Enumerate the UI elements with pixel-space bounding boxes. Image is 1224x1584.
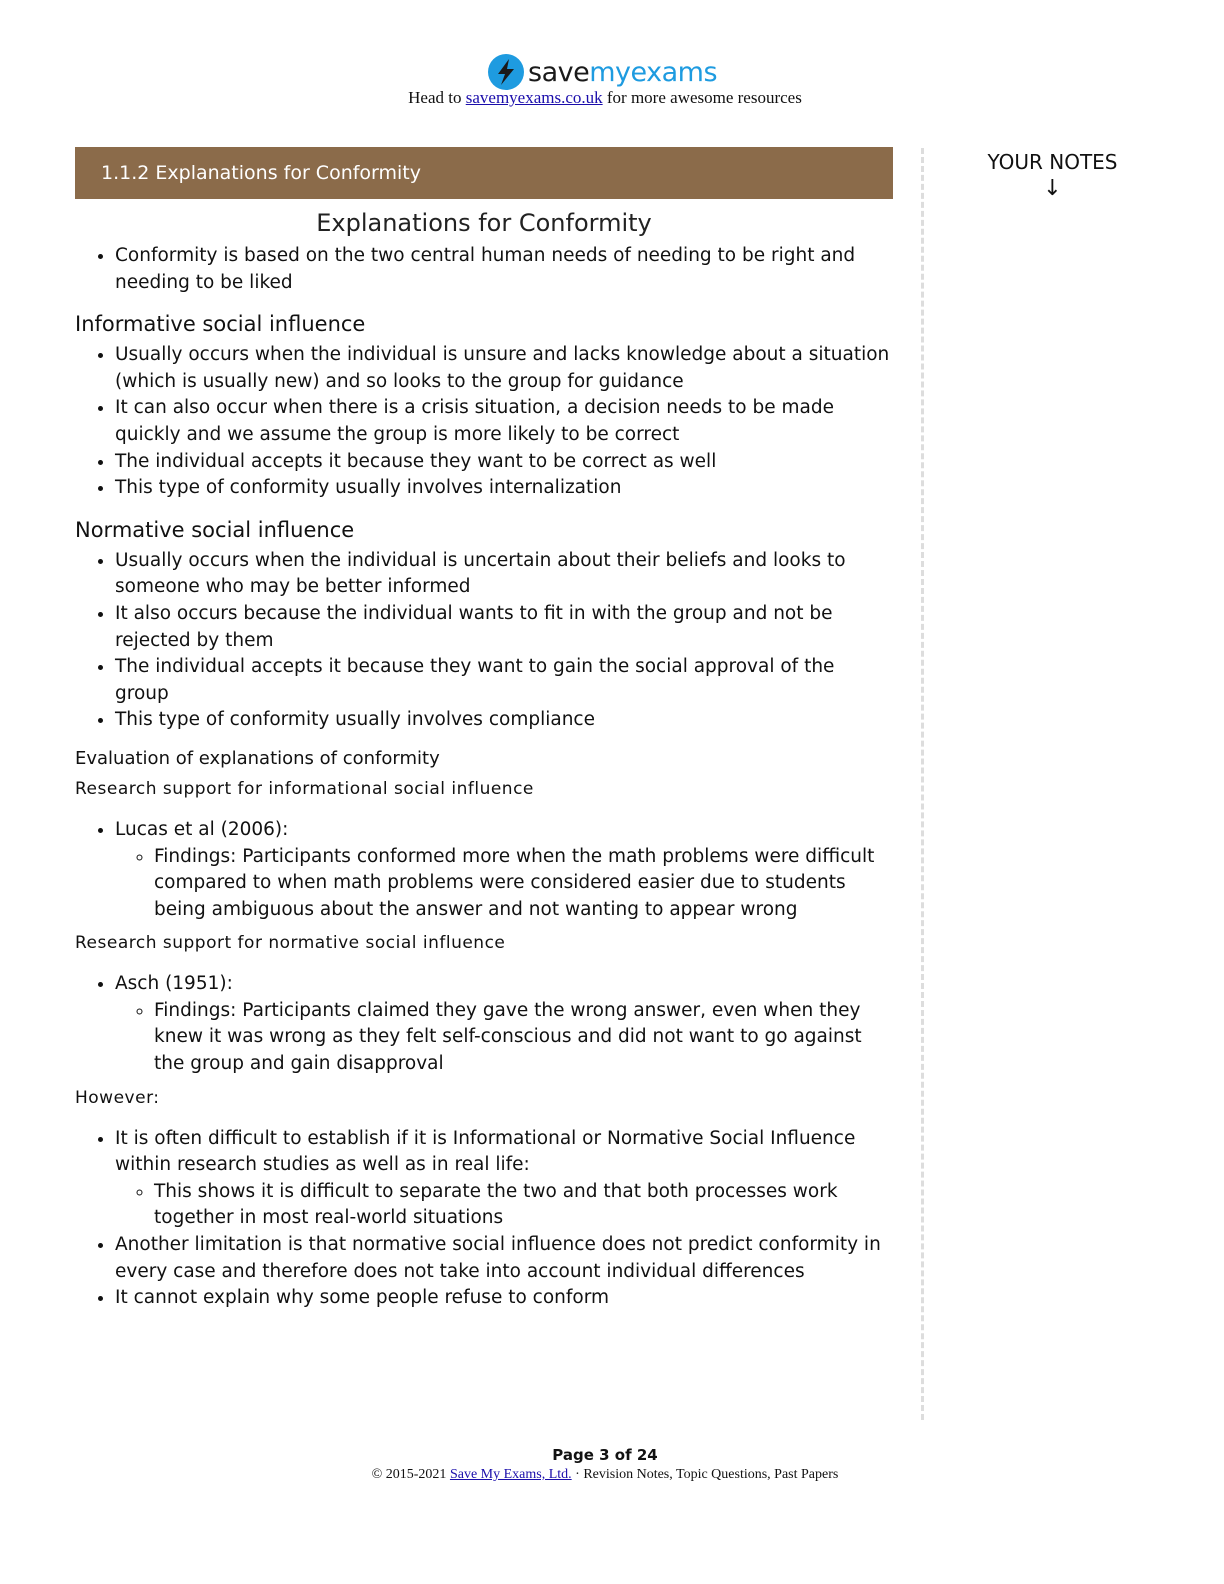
site-link[interactable]: savemyexams.co.uk [465,88,603,107]
list-item: • The individual accepts it because they want to gain the social approval of the group [115,654,893,707]
section-heading-informative: Informative social influence [75,312,366,337]
informational-research-list [75,817,893,923]
your-notes-label: YOUR NOTES ↓ [955,150,1150,201]
main-content [75,147,893,1312]
list-item: • Lucas et al (2006): ◦ Findings: Participants conformed more when the math problems were difficult compared to when math problems were considered easier due to students being ambiguous about the answer and not wanting to appear wrong [115,817,893,923]
list-item: • It is often difficult to establish if it is Informational or Normative Social Influence within research studies as well as in real life: ◦ This shows it is difficult to separate the two and that both processes work together in most real-world situations [115,1126,893,1232]
list-item: • The individual accepts it because they want to be correct as well [115,449,893,476]
list-item: • It can also occur when there is a crisis situation, a decision needs to be made quickly and we assume the group is more likely to be correct [115,395,893,448]
sub-list [115,844,893,924]
however-list [75,1126,893,1312]
sub-list [115,1179,893,1232]
copyright: © 2015-2021 Save My Exams, Ltd. · Revision Notes, Topic Questions, Past Papers [371,1467,839,1482]
page-number: Page 3 of 24 [552,1446,658,1464]
normative-research-list [75,971,893,1077]
list-item: ◦ Findings: Participants conformed more when the math problems were difficult compared to when math problems were considered easier due to students being ambiguous about the answer and not wanting to appear wrong [154,844,893,924]
normative-list [75,548,893,734]
logo [488,52,717,92]
list-item: • It cannot explain why some people refuse to conform [115,1285,893,1312]
list-item: • This type of conformity usually involves compliance [115,707,893,734]
list-item: • It also occurs because the individual wants to fit in with the group and not be rejected by them [115,601,893,654]
list-item: • Another limitation is that normative social influence does not predict conformity in every case and therefore does not take into account individual differences [115,1232,893,1285]
lightning-bolt-icon [488,54,524,90]
sub-list [115,998,893,1078]
notes-divider [921,148,924,1420]
intro-list [75,243,893,296]
however-heading: However: [75,1087,160,1108]
evaluation-heading: Evaluation of explanations of conformity [75,747,440,769]
list-item: ◦ Findings: Participants claimed they gave the wrong answer, even when they knew it was wrong as they felt self-conscious and did not want to go against the group and gain disapproval [154,998,893,1078]
normative-research-heading: Research support for normative social influence [75,933,506,954]
list-item: • Asch (1951): ◦ Findings: Participants claimed they gave the wrong answer, even when they knew it was wrong as they felt self-conscious and did not want to go against the group and gain disapproval [115,971,893,1077]
informational-research-heading: Research support for informational social influence [75,778,534,799]
informative-list [75,342,893,502]
list-item: • Conformity is based on the two central human needs of needing to be right and needing to be liked [115,243,893,296]
section-heading-normative: Normative social influence [75,517,355,542]
header-tagline: Head to savemyexams.co.uk for more awesome resources [408,88,802,107]
section-banner: 1.1.2 Explanations for Conformity [75,147,893,199]
list-item: • Usually occurs when the individual is unsure and lacks knowledge about a situation (which is usually new) and so looks to the group for guidance [115,342,893,395]
logo-text: savemyexams [528,56,718,88]
company-link[interactable]: Save My Exams, Ltd. [449,1467,572,1482]
list-item: ◦ This shows it is difficult to separate the two and that both processes work together in most real-world situations [154,1179,893,1232]
arrow-down-icon: ↓ [1043,176,1062,201]
page-title: Explanations for Conformity [316,209,652,237]
list-item: • This type of conformity usually involves internalization [115,475,893,502]
list-item: • Usually occurs when the individual is uncertain about their beliefs and looks to someone who may be better informed [115,548,893,601]
